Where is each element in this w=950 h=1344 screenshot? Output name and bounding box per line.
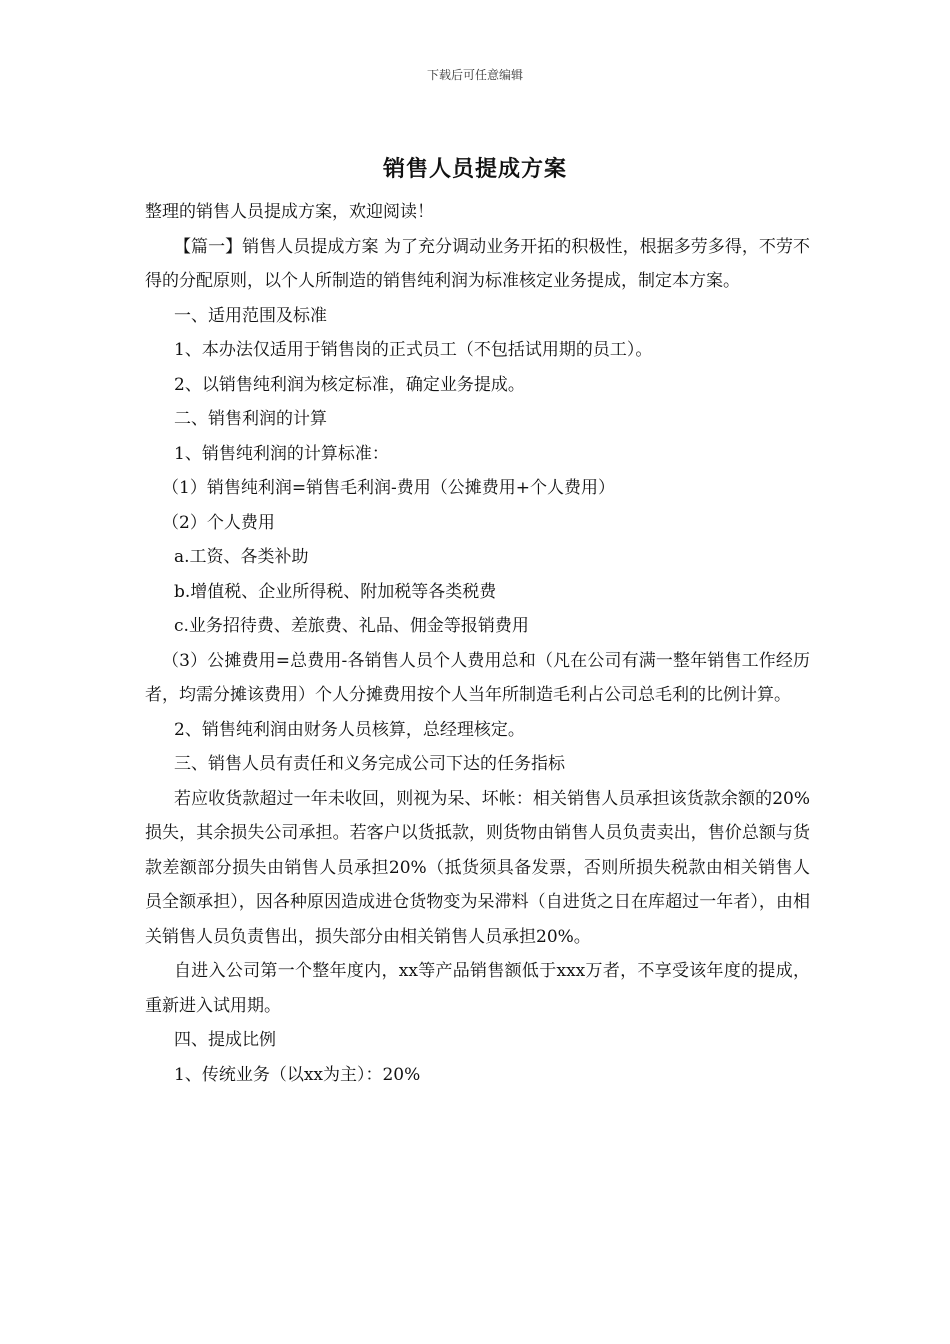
list-item: 1、传统业务（以xx为主）：20% [174, 1064, 421, 1085]
paragraph-part-one: 【篇一】销售人员提成方案 为了充分调动业务开拓的积极性，根据多劳多得，不劳不得的分配原则，以个人所制造的销售纯利润为标准核定业务提成，制定本方案。 [145, 236, 810, 291]
formula-item: （3）公摊费用=总费用-各销售人员个人费用总和（凡在公司有满一整年销售工作经历者，均需分摊该费用）个人分摊费用按个人当年所制造毛利占公司总毛利的比例计算。 [145, 650, 810, 705]
list-item: 2、以销售纯利润为核定标准，确定业务提成。 [174, 374, 525, 395]
list-item: （2）个人费用 [162, 512, 275, 533]
document-body [145, 195, 810, 1092]
header-note: 下载后可任意编辑 [426, 68, 523, 82]
section-heading-duty: 三、销售人员有责任和义务完成公司下达的任务指标 [174, 754, 565, 774]
paragraph-first-year: 自进入公司第一个整年度内，xx等产品销售额低于xxx万者，不享受该年度的提成，重新进入试用期。 [145, 961, 810, 1016]
intro-paragraph: 整理的销售人员提成方案，欢迎阅读！ [145, 202, 434, 222]
section-heading-scope: 一、适用范围及标准 [174, 305, 327, 326]
formula-item: （1）销售纯利润=销售毛利润-费用（公摊费用+个人费用） [162, 478, 616, 498]
list-item: 1、销售纯利润的计算标准： [174, 443, 389, 464]
list-item: b.增值税、企业所得税、附加税等各类税费 [174, 581, 497, 602]
list-item: 2、销售纯利润由财务人员核算，总经理核定。 [174, 719, 525, 740]
section-heading-profit: 二、销售利润的计算 [174, 409, 327, 429]
list-item: a.工资、各类补助 [174, 547, 309, 567]
section-heading-ratio: 四、提成比例 [174, 1030, 276, 1050]
list-item: 1、本办法仅适用于销售岗的正式员工（不包括试用期的员工）。 [174, 340, 653, 360]
list-item: c.业务招待费、差旅费、礼品、佣金等报销费用 [174, 616, 529, 636]
document-title: 销售人员提成方案 [382, 156, 567, 182]
paragraph-bad-debt: 若应收货款超过一年未收回，则视为呆、坏帐：相关销售人员承担该货款余额的20%损失，其余损失公司承担。若客户以货抵款，则货物由销售人员负责卖出，售价总额与货款差额部分损失由销售人员承担20%（抵货须具备发票，否则所损失税款由相关销售人员全额承担），因各种原因造成进仓货物变为呆滞料（自进货之日在库超过一年者），由相关销售人员负责售出，损失部分由相关销售人员承担20%。 [145, 788, 810, 947]
